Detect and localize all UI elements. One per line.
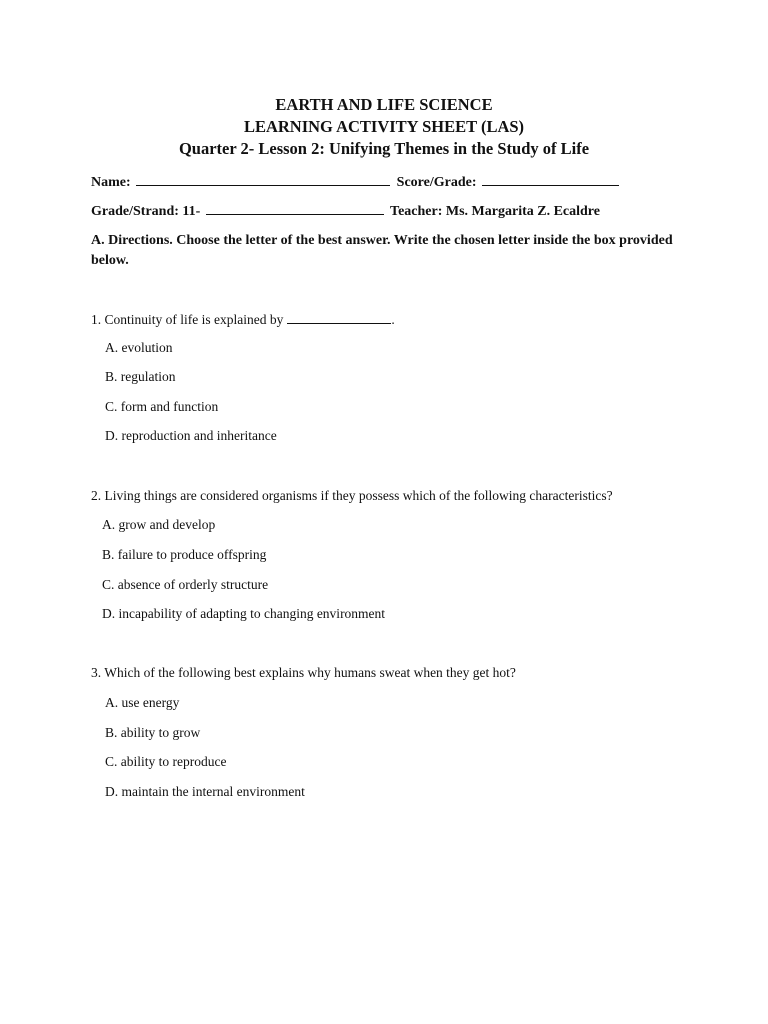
option-1a: A. evolution: [105, 340, 173, 355]
question-suffix: .: [391, 312, 395, 327]
option-3b: B. ability to grow: [105, 725, 201, 740]
option-2a: A. grow and develop: [102, 517, 216, 532]
question-2: 2. Living things are considered organisms if they possess which of the following characteristics?: [91, 488, 613, 503]
score-label: Score/Grade:: [396, 175, 477, 190]
strand-teacher-row: [91, 201, 600, 220]
strand-label: Grade/Strand: 11-: [91, 204, 201, 219]
sheet-header: [0, 94, 768, 160]
answer-blank: [287, 311, 391, 324]
option-3a: A. use energy: [105, 695, 180, 710]
lesson-title: Quarter 2- Lesson 2: Unifying Themes in the Study of Life: [178, 139, 590, 158]
option-1b: B. regulation: [105, 369, 176, 384]
name-label: Name:: [91, 175, 131, 190]
subject-title: EARTH AND LIFE SCIENCE: [275, 95, 493, 114]
strand-blank: [206, 201, 384, 215]
question-1: [91, 311, 395, 328]
option-2c: C. absence of orderly structure: [102, 577, 269, 592]
option-3d: D. maintain the internal environment: [105, 784, 305, 799]
option-2d: D. incapability of adapting to changing environment: [102, 606, 386, 621]
score-blank: [482, 172, 619, 186]
question-3: 3. Which of the following best explains why humans sweat when they get hot?: [91, 665, 516, 680]
sheet-title: LEARNING ACTIVITY SHEET (LAS): [243, 117, 525, 136]
option-3c: C. ability to reproduce: [105, 754, 227, 769]
option-1c: C. form and function: [105, 399, 219, 414]
question-text: 1. Continuity of life is explained by: [91, 312, 284, 327]
name-blank: [136, 172, 390, 186]
option-2b: B. failure to produce offspring: [102, 547, 267, 562]
teacher-label: Teacher: Ms. Margarita Z. Ecaldre: [390, 204, 600, 219]
directions: A. Directions. Choose the letter of the best answer. Write the chosen letter inside the box provided below.: [91, 233, 673, 268]
option-1d: D. reproduction and inheritance: [105, 428, 277, 443]
name-score-row: [91, 172, 622, 191]
